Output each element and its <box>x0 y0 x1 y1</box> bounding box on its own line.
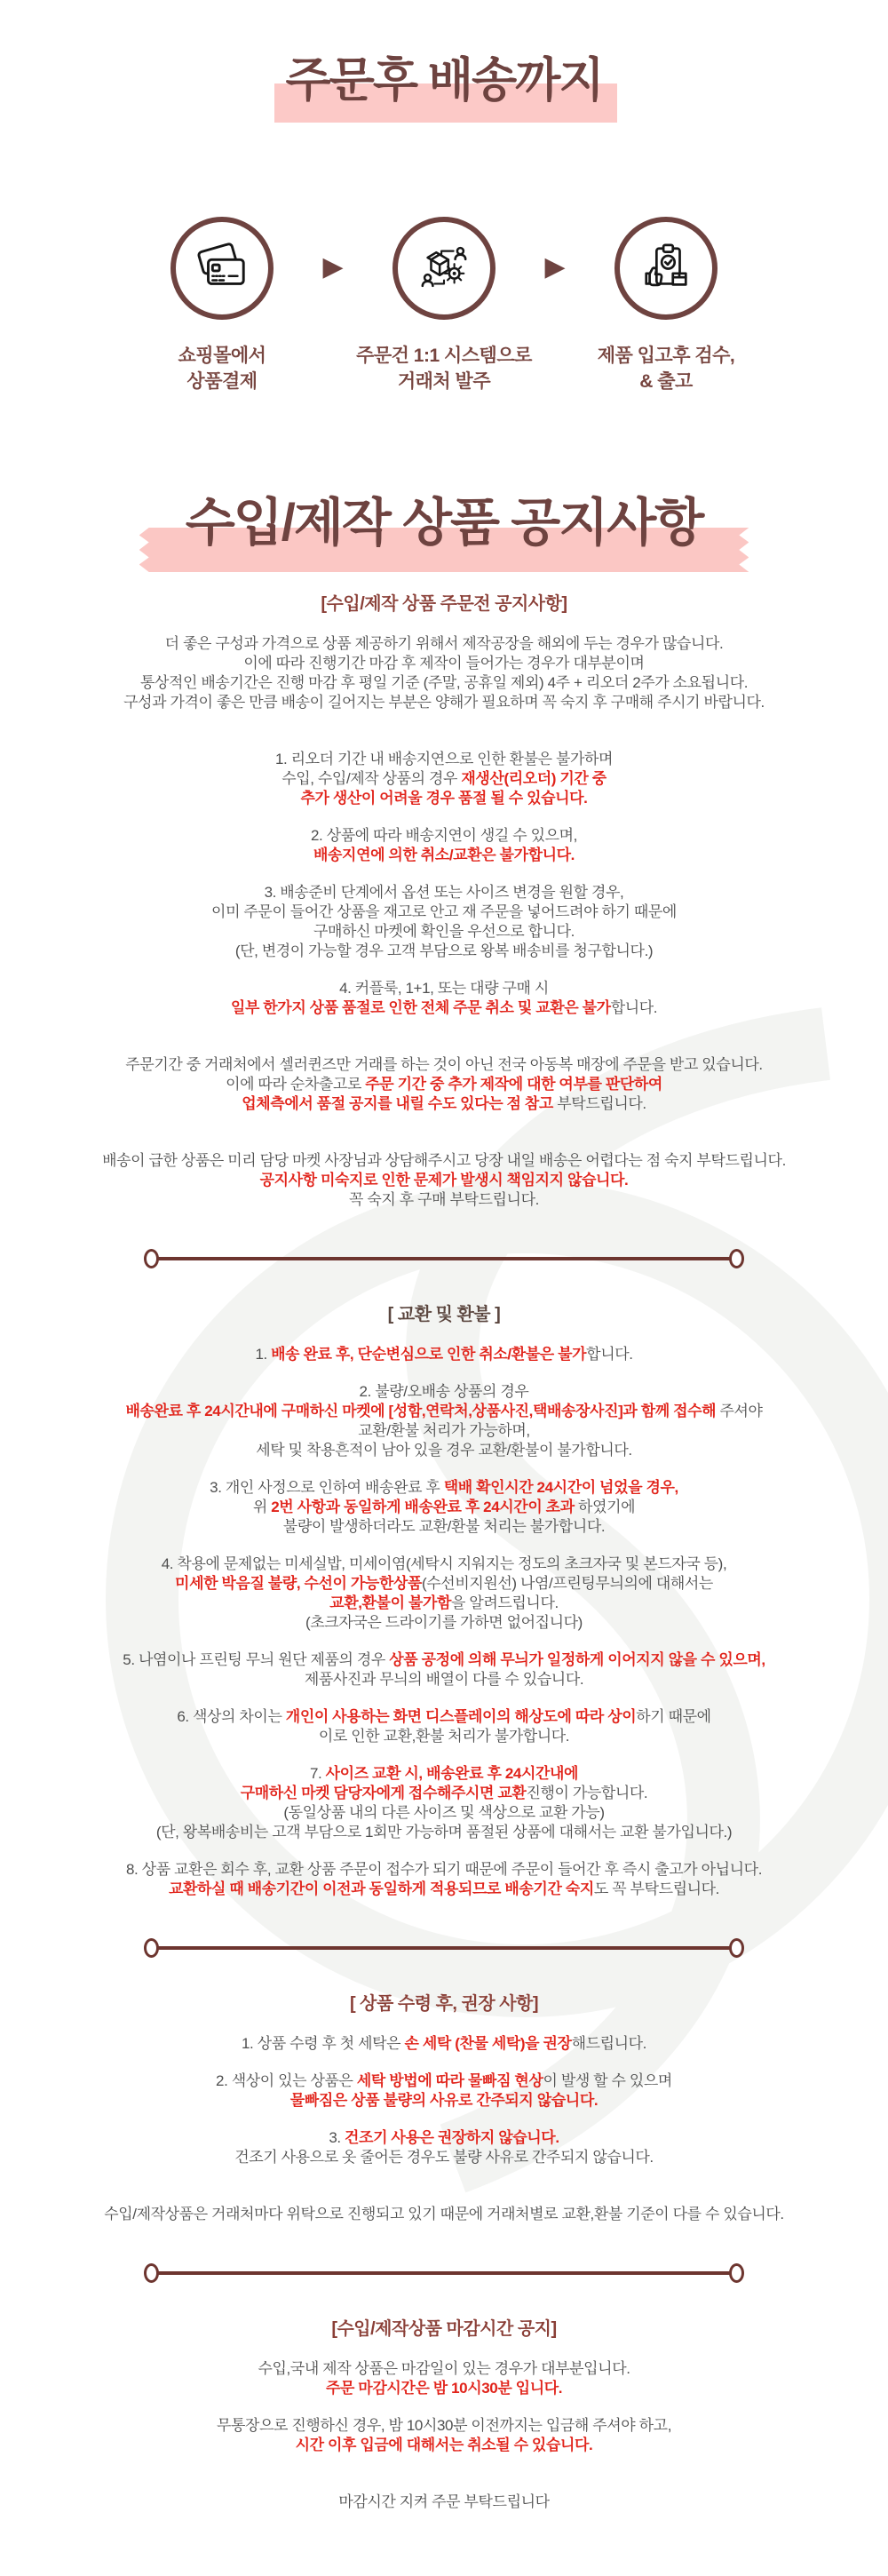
text-line <box>18 789 870 808</box>
text-line <box>18 1554 870 1574</box>
order-flow <box>0 217 888 394</box>
text-line <box>18 1880 870 1899</box>
step-circle <box>392 217 496 320</box>
text-line <box>18 2091 870 2111</box>
text-line <box>18 2493 870 2512</box>
text-segment: 주문 마감시간은 밤 10시30분 입니다. <box>325 2380 563 2397</box>
text-line <box>18 2148 870 2167</box>
text-segment: 택배 확인시간 24시간이 넘었을 경우, <box>443 1479 678 1496</box>
text-segment: 수입,국내 제작 상품은 마감일이 있는 경우가 대부분입니다. <box>258 2360 630 2377</box>
text-line <box>18 1727 870 1746</box>
text-line <box>18 2071 870 2091</box>
section-divider <box>144 1249 744 1268</box>
text-segment: 을 알려드립니다. <box>451 1594 559 1611</box>
text-segment: 사이즈 교환 시, 배송완료 후 24시간내에 <box>325 1765 579 1782</box>
text-segment: 구매하신 마켓 담당자에게 접수해주시면 교환 <box>240 1785 527 1801</box>
page-title-text: 주문후 배송까지 <box>285 54 603 107</box>
text-segment: 마감시간 지켜 주문 부탁드립니다 <box>338 2493 550 2510</box>
text-line <box>18 1421 870 1441</box>
text-line <box>18 1707 870 1727</box>
text-segment: 통상적인 배송기간은 진행 마감 후 평일 기준 (주말, 공휴일 제외) 4주 + 리오더 2주가 소요됩니다. <box>139 674 749 691</box>
section-heading: [ 교환 및 환불 ] <box>387 1305 501 1324</box>
step-circle <box>614 217 718 320</box>
text-segment: (단, 변경이 가능할 경우 고객 부담으로 왕복 배송비를 청구합니다.) <box>234 942 654 959</box>
text-segment: 미세한 박음질 불량, 수선이 가능한상품 <box>175 1575 423 1592</box>
text-segment: 해드립니다. <box>571 2035 646 2052</box>
text-line <box>18 1498 870 1517</box>
section-heading: [수입/제작 상품 주문전 공지사항] <box>321 594 567 614</box>
text-segment: 구매하신 마켓에 확인을 우선으로 합니다. <box>313 923 575 940</box>
section-heading: [ 상품 수령 후, 권장 사항] <box>349 1994 539 2014</box>
text-line <box>18 1171 870 1190</box>
divider-rule <box>158 1257 730 1260</box>
text-segment: (동일상품 내의 다른 사이즈 및 색상으로 교환 가능) <box>283 1804 605 1821</box>
text-line <box>18 693 870 712</box>
text-segment: 수입, 수입/제작 상품의 경우 <box>281 770 462 787</box>
step-label-line: 주문건 1:1 시스템으로 <box>356 346 532 366</box>
text-line <box>18 1055 870 1075</box>
text-segment: 1. <box>255 1346 272 1363</box>
paragraph <box>18 2493 870 2512</box>
text-segment: 건조기 사용으로 옷 줄어든 경우도 불량 사유로 간주되지 않습니다. <box>234 2149 654 2166</box>
text-segment: 3. 개인 사정으로 인하여 배송완료 후 <box>210 1479 444 1496</box>
text-segment: 상품 공정에 의해 무늬가 일정하게 이어지지 않을 수 있으며, <box>389 1651 765 1668</box>
text-line <box>18 902 870 922</box>
text-segment: 이미 주문이 들어간 상품을 재고로 안고 재 주문을 넣어드려야 하기 때문에 <box>211 903 677 920</box>
text-segment: 1. 리오더 기간 내 배송지연으로 인한 환불은 불가하며 <box>274 751 614 767</box>
text-segment: 추가 생산이 어려울 경우 품절 될 수 있습니다. <box>300 790 588 807</box>
text-segment: 2. 색상이 있는 상품은 <box>216 2072 357 2089</box>
text-line <box>18 1345 870 1364</box>
text-line <box>18 883 870 902</box>
text-line <box>18 1574 870 1594</box>
paragraph <box>18 1055 870 1114</box>
text-segment: 더 좋은 구성과 가격으로 상품 제공하기 위해서 제작공장을 해외에 두는 경우가 많습니다. <box>164 635 724 652</box>
arrow-right-icon: ▶ <box>322 252 344 282</box>
text-segment: 진행이 가능합니다. <box>526 1785 648 1801</box>
text-segment: 손 세탁 (찬물 세탁)을 권장 <box>404 2035 572 2052</box>
text-line <box>18 1382 870 1402</box>
text-segment: 교환/환불 처리가 가능하며, <box>358 1422 530 1439</box>
text-line <box>18 826 870 846</box>
text-segment: 5. 나염이나 프린팅 무늬 원단 제품의 경우 <box>123 1651 390 1668</box>
text-segment: 물빠짐은 상품 불량의 사유로 간주되지 않습니다. <box>289 2092 599 2109</box>
text-line <box>18 1151 870 1171</box>
text-segment: (단, 왕복배송비는 고객 부담으로 1회만 가능하며 품절된 상품에 대해서는 교환 불가입니다.) <box>155 1824 733 1841</box>
divider-ring-icon <box>729 1249 744 1268</box>
text-segment: 4. 커플룩, 1+1, 또는 대량 구매 시 <box>339 980 549 997</box>
text-line <box>18 1613 870 1633</box>
text-line <box>18 634 870 654</box>
text-line <box>18 2416 870 2436</box>
text-segment: 7. <box>309 1765 326 1782</box>
text-line <box>18 922 870 942</box>
text-segment: 하기 때문에 <box>636 1708 711 1725</box>
text-segment: 3. <box>329 2129 345 2146</box>
step-label-line: 상품결제 <box>186 371 258 392</box>
paragraph <box>18 1860 870 1899</box>
text-segment: 1. 상품 수령 후 첫 세탁은 <box>242 2035 405 2052</box>
paragraph <box>18 2071 870 2111</box>
text-line <box>18 654 870 673</box>
paragraph <box>18 1345 870 1364</box>
banner-wrap <box>0 489 888 558</box>
text-segment: 이로 인한 교환,환불 처리가 불가합니다. <box>318 1728 570 1745</box>
text-segment: 4. 착용에 문제없는 미세실밥, 미세이염(세탁시 지워지는 정도의 초크자국 및 본드자국 등), <box>161 1555 727 1572</box>
text-segment: 업체측에서 품절 공지를 내릴 수도 있다는 점 참고 <box>242 1095 553 1112</box>
text-line <box>18 942 870 961</box>
text-line <box>18 1402 870 1421</box>
text-segment: 시간 이후 입금에 대해서는 취소될 수 있습니다. <box>295 2437 593 2453</box>
text-segment: 수입/제작상품은 거래처마다 위탁으로 진행되고 있기 때문에 거래처별로 교환,환불 기준이 다를 수 있습니다. <box>104 2206 784 2222</box>
text-segment: 공지사항 미숙지로 인한 문제가 발생시 책임지지 않습니다. <box>259 1172 629 1189</box>
paragraph <box>18 2034 870 2054</box>
text-line <box>18 1650 870 1670</box>
inspection-shipping-icon <box>638 241 694 296</box>
credit-card-icon <box>194 241 250 296</box>
paragraph <box>18 1650 870 1690</box>
paragraph <box>18 826 870 865</box>
text-segment: 불량이 발생하더라도 교환/환불 처리는 불가합니다. <box>282 1518 606 1535</box>
paragraph <box>18 2128 870 2167</box>
text-segment: 도 꼭 부탁드립니다. <box>593 1880 720 1897</box>
step-label-line: 제품 입고후 검수, <box>597 346 735 366</box>
text-line <box>18 846 870 865</box>
text-line <box>18 1478 870 1498</box>
text-segment: 6. 색상의 차이는 <box>177 1708 286 1725</box>
text-segment: 세탁 및 착용흔적이 남아 있을 경우 교환/환불이 불가합니다. <box>256 1442 632 1459</box>
paragraph <box>18 1707 870 1746</box>
order-system-icon <box>416 241 472 296</box>
paragraph <box>18 1478 870 1537</box>
text-segment: 위 <box>252 1499 272 1515</box>
paragraph <box>18 2359 870 2398</box>
text-segment: 재생산(리오더) 기간 중 <box>461 770 607 787</box>
text-line <box>18 1764 870 1784</box>
text-segment: 무통장으로 진행하신 경우, 밤 10시30분 이전까지는 입금해 주셔야 하고, <box>216 2417 672 2434</box>
divider-rule <box>158 1946 730 1950</box>
text-segment: 교환,환불이 불가함 <box>329 1594 451 1611</box>
text-segment: 꼭 숙지 후 구매 부탁드립니다. <box>349 1191 539 1208</box>
text-line <box>18 2034 870 2054</box>
arrow-right-icon: ▶ <box>544 252 566 282</box>
flow-step-order-system <box>346 217 542 394</box>
text-segment: 배송 완료 후, 단순변심으로 인한 취소/환불은 불가 <box>271 1346 587 1363</box>
text-segment: 8. 상품 교환은 회수 후, 교환 상품 주문이 접수가 되기 때문에 주문이 들어간 후 즉시 출고가 아닙니다. <box>125 1861 763 1878</box>
divider-ring-icon <box>729 2263 744 2283</box>
paragraph <box>18 979 870 1018</box>
text-segment: 배송완료 후 24시간내에 구매하신 마켓에 [성함,연락처,상품사진,택배송장사진]과 함께 접수해 <box>125 1403 717 1419</box>
step-circle <box>170 217 274 320</box>
text-segment: 부탁드립니다. <box>552 1095 646 1112</box>
text-line <box>18 1823 870 1842</box>
text-segment: 구성과 가격이 좋은 만큼 배송이 길어지는 부분은 양해가 필요하며 꼭 숙지 후 구매해 주시기 바랍니다. <box>123 694 765 711</box>
text-segment: 이 발생 할 수 있으며 <box>543 2072 672 2089</box>
paragraph <box>18 2205 870 2224</box>
text-segment: 2번 사항과 동일하게 배송완료 후 24시간이 초과 <box>271 1499 575 1515</box>
text-line <box>18 1803 870 1823</box>
text-line <box>18 1075 870 1094</box>
text-segment: 3. 배송준비 단계에서 옵션 또는 사이즈 변경을 원할 경우, <box>264 884 624 901</box>
section-divider <box>144 2263 744 2283</box>
text-segment: 개인이 사용하는 화면 디스플레이의 해상도에 따라 상이 <box>285 1708 637 1725</box>
step-label <box>178 343 266 394</box>
text-segment: 주문 기간 중 추가 제작에 대한 여부를 판단하여 <box>365 1076 662 1093</box>
text-segment: 배송이 급한 상품은 미리 담당 마켓 사장님과 상담해주시고 당장 내일 배송은 어렵다는 점 숙지 부탁드립니다. <box>102 1152 786 1169</box>
text-segment: 제품사진과 무늬의 배열이 다를 수 있습니다. <box>304 1671 584 1688</box>
text-segment: (초크자국은 드라이기를 가하면 없어집니다) <box>305 1614 583 1631</box>
divider-rule <box>158 2271 730 2275</box>
text-line <box>18 750 870 769</box>
text-segment: 교환하실 때 배송기간이 이전과 동일하게 적용되므로 배송기간 숙지 <box>168 1880 594 1897</box>
text-segment: 주셔야 <box>716 1403 763 1419</box>
text-line <box>18 1190 870 1210</box>
step-label <box>598 343 735 394</box>
text-line <box>18 1594 870 1613</box>
text-segment: 배송지연에 의한 취소/교환은 불가합니다. <box>313 847 575 863</box>
text-line <box>18 2436 870 2455</box>
divider-ring-icon <box>144 1249 159 1268</box>
step-label <box>356 343 532 394</box>
step-label-line: & 출고 <box>639 371 693 392</box>
text-segment: 이에 따라 진행기간 마감 후 제작이 들어가는 경우가 대부분이며 <box>243 655 645 672</box>
text-segment: 하였기에 <box>574 1499 636 1515</box>
text-line <box>18 2205 870 2224</box>
text-line <box>18 1441 870 1460</box>
text-line <box>18 2379 870 2398</box>
flow-step-inspection <box>568 217 764 394</box>
paragraph <box>18 1151 870 1210</box>
paragraph <box>18 750 870 808</box>
text-segment: 2. 상품에 따라 배송지연이 생길 수 있으며, <box>311 827 577 844</box>
text-segment: (수선비지원선) 나염/프린팅무늬의에 대해서는 <box>422 1575 713 1592</box>
step-label-line: 쇼핑몰에서 <box>178 346 266 366</box>
text-line <box>18 769 870 789</box>
section-divider <box>144 1938 744 1958</box>
text-line <box>18 2128 870 2148</box>
divider-ring-icon <box>144 1938 159 1958</box>
notice-body <box>18 592 870 2512</box>
text-line <box>18 1784 870 1803</box>
text-line <box>18 673 870 693</box>
text-line <box>18 1670 870 1690</box>
text-segment: 건조기 사용은 권장하지 않습니다. <box>345 2129 559 2146</box>
text-segment: 합니다. <box>586 1346 633 1363</box>
text-line <box>18 1094 870 1114</box>
flow-step-payment <box>124 217 320 394</box>
section-banner <box>186 489 703 558</box>
text-segment: 이에 따라 순차출고로 <box>226 1076 366 1093</box>
paragraph <box>18 634 870 712</box>
text-line <box>18 1517 870 1537</box>
text-segment: 주문기간 중 거래처에서 셀러퀸즈만 거래를 하는 것이 아닌 전국 아동복 매장에 주문을 받고 있습니다. <box>125 1056 763 1073</box>
text-line <box>18 979 870 998</box>
page-title <box>285 50 602 112</box>
text-segment: 2. 불량/오배송 상품의 경우 <box>359 1383 529 1400</box>
text-line <box>18 1860 870 1880</box>
step-label-line: 거래처 발주 <box>397 371 491 392</box>
paragraph <box>18 1554 870 1633</box>
text-segment: 세탁 방법에 따라 물빠짐 현상 <box>356 2072 543 2089</box>
text-segment: 합니다. <box>610 999 658 1016</box>
paragraph <box>18 1764 870 1842</box>
divider-ring-icon <box>144 2263 159 2283</box>
paragraph <box>18 1382 870 1460</box>
text-line <box>18 2359 870 2379</box>
divider-ring-icon <box>729 1938 744 1958</box>
paragraph <box>18 883 870 961</box>
section-heading: [수입/제작상품 마감시간 공지] <box>331 2319 557 2339</box>
banner-title-text: 수입/제작 상품 공지사항 <box>185 494 703 552</box>
text-line <box>18 998 870 1018</box>
paragraph <box>18 2416 870 2455</box>
text-segment: 일부 한가지 상품 품절로 인한 전체 주문 취소 및 교환은 불가 <box>230 999 611 1016</box>
